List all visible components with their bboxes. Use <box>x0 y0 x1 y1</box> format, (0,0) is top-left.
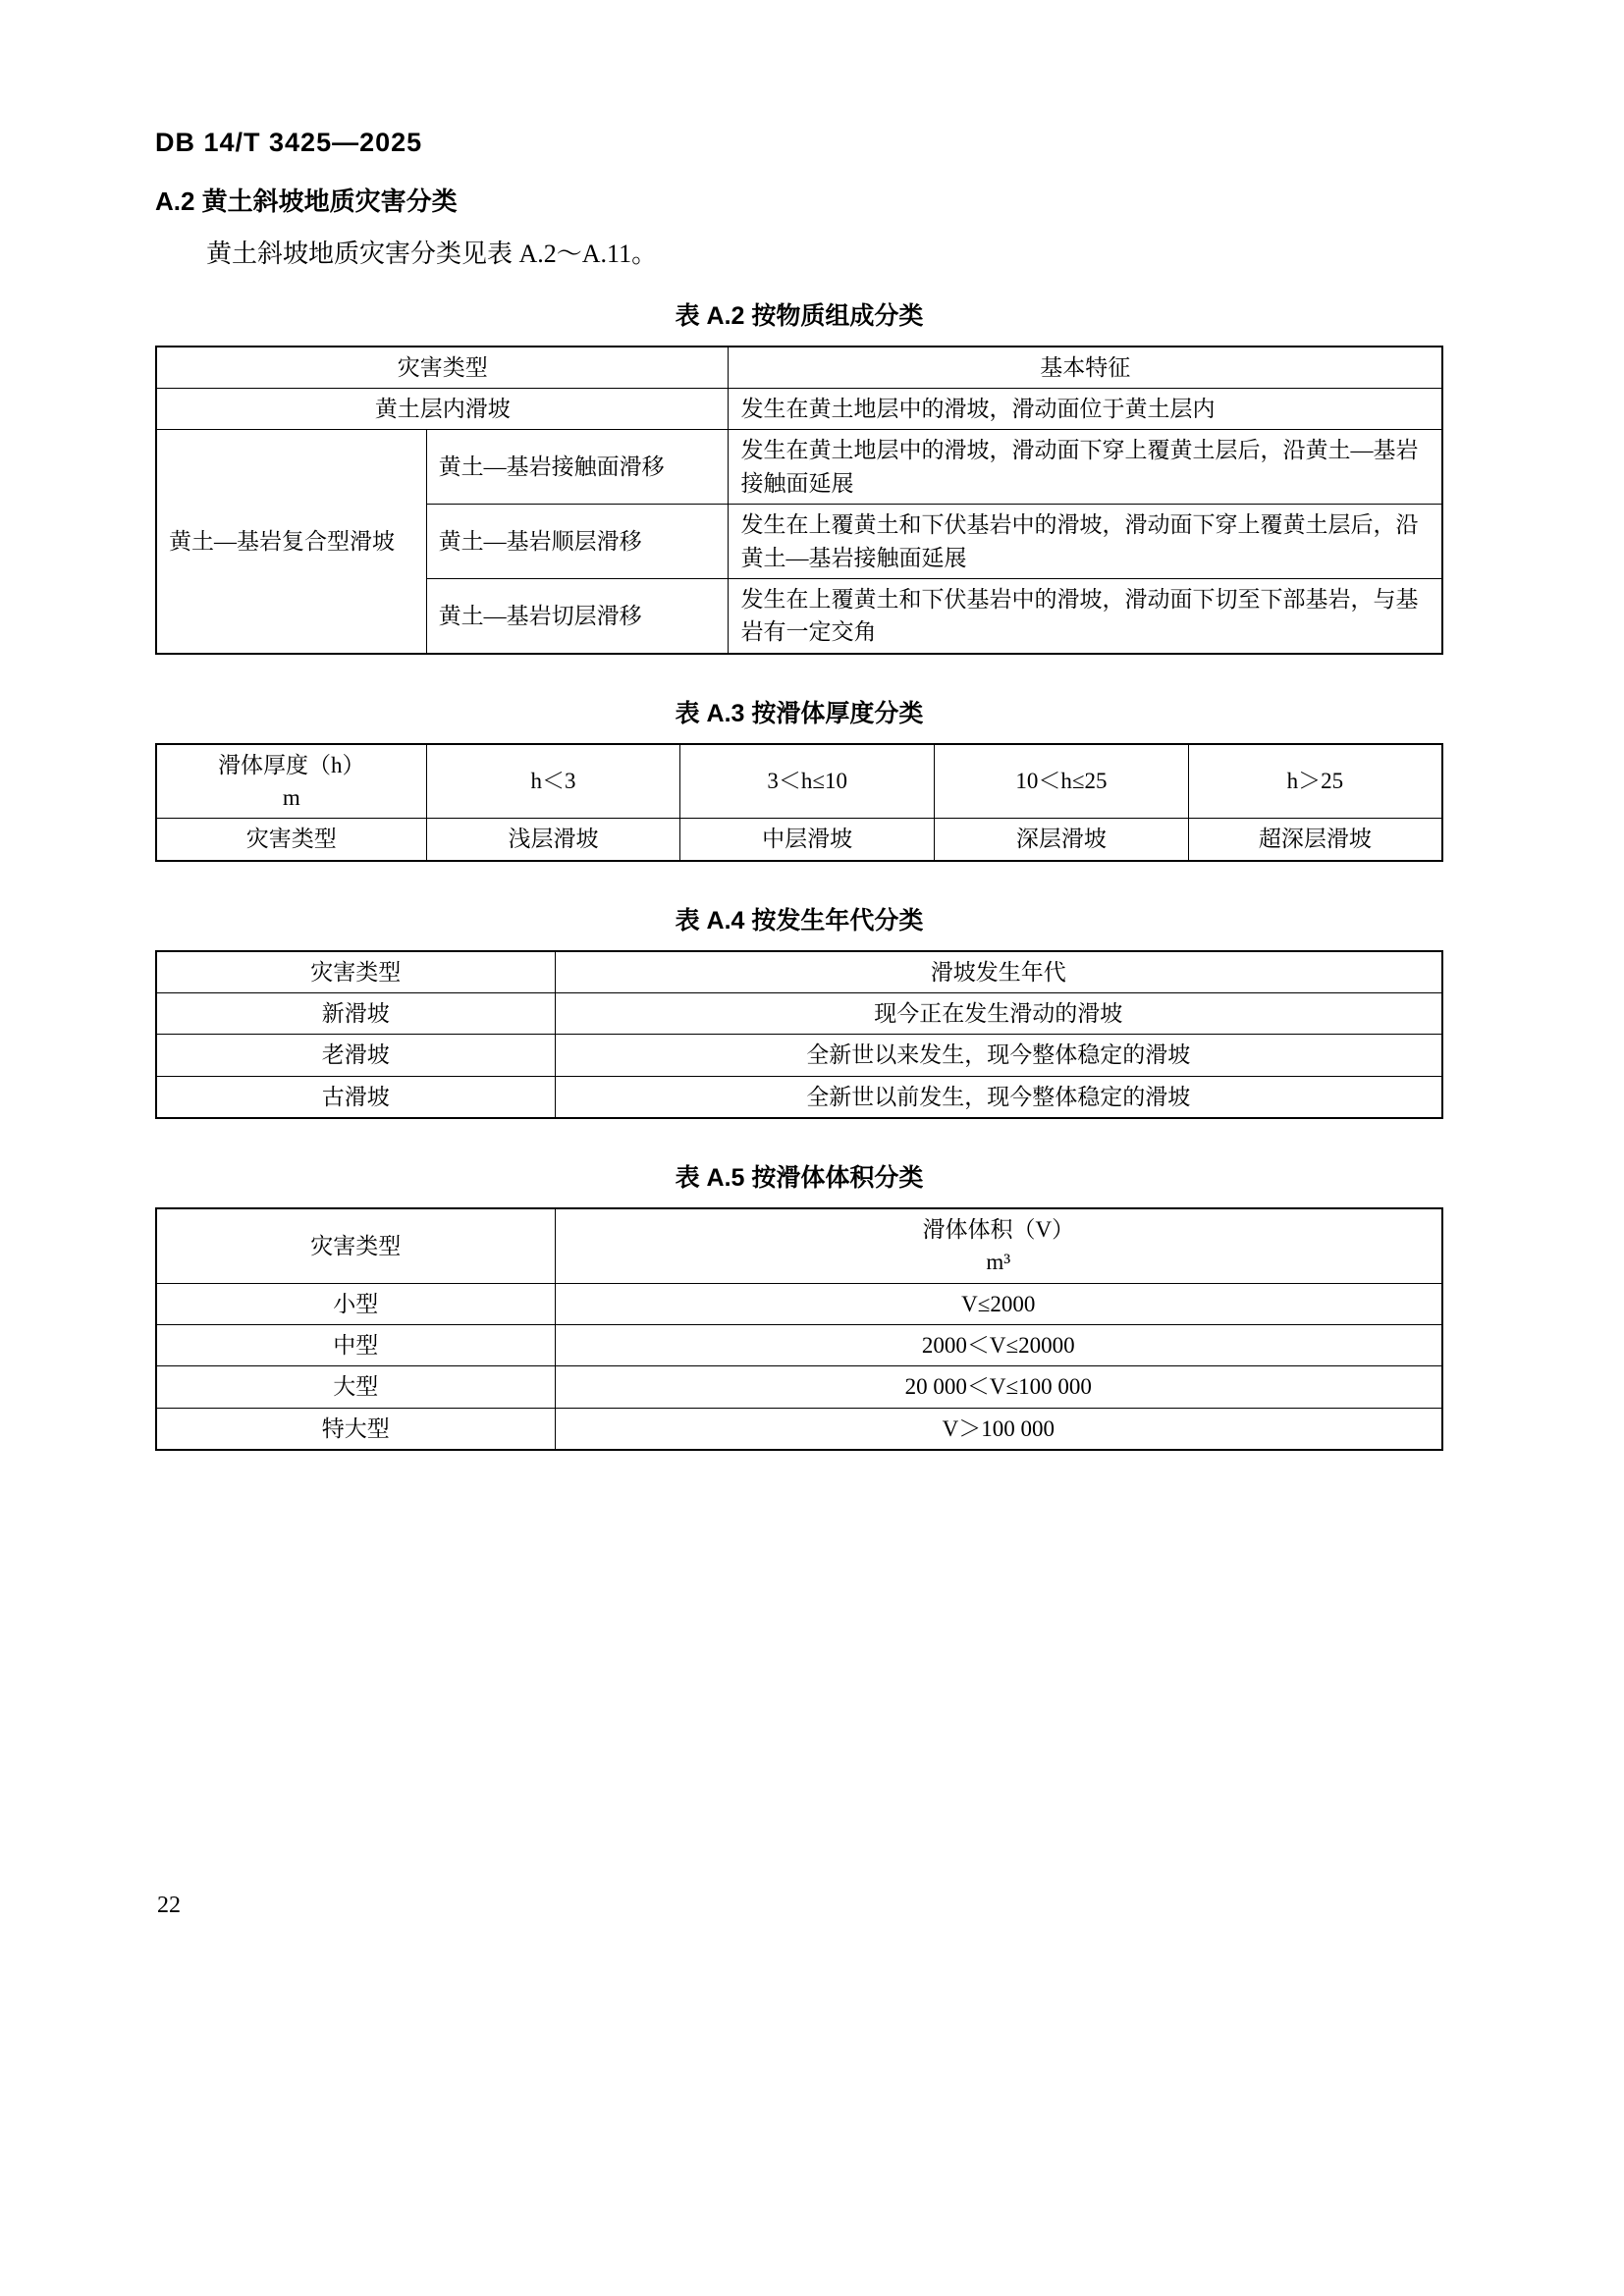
thickness-label-line1: 滑体厚度（h） <box>218 752 365 777</box>
cell-disaster-type: 浅层滑坡 <box>426 819 680 861</box>
cell-volume-range: 2000＜V≤20000 <box>555 1324 1442 1365</box>
table-a4-caption: 表 A.4 按发生年代分类 <box>675 906 924 934</box>
cell-disaster-type: 中层滑坡 <box>680 819 935 861</box>
page-content <box>155 128 1443 1451</box>
table-row <box>156 1208 1442 1283</box>
table-a2-caption: 表 A.2 按物质组成分类 <box>675 301 924 330</box>
cell-volume-range: 20 000＜V≤100 000 <box>555 1366 1442 1408</box>
table-row <box>156 1408 1442 1450</box>
table-row <box>156 819 1442 861</box>
cell-feature: 发生在上覆黄土和下伏基岩中的滑坡，滑动面下穿上覆黄土层后，沿黄土—基岩接触面延展 <box>729 505 1442 579</box>
table-row <box>156 1324 1442 1365</box>
table-row <box>156 430 1442 505</box>
table-row <box>156 951 1442 993</box>
cell-era: 全新世以来发生，现今整体稳定的滑坡 <box>555 1035 1442 1076</box>
table-row <box>156 1366 1442 1408</box>
table-row <box>156 992 1442 1034</box>
table-a4-header-era: 滑坡发生年代 <box>555 951 1442 993</box>
cell-disaster-type: 新滑坡 <box>156 992 555 1034</box>
cell-feature: 发生在上覆黄土和下伏基岩中的滑坡，滑动面下切至下部基岩，与基岩有一定交角 <box>729 578 1442 653</box>
table-a5-header-volume <box>555 1208 1442 1283</box>
thickness-unit: m <box>282 784 300 810</box>
cell-disaster-type: 黄土层内滑坡 <box>156 389 729 430</box>
cell-disaster-type: 老滑坡 <box>156 1035 555 1076</box>
cell-type-label: 灾害类型 <box>156 819 426 861</box>
cell-disaster-subtype: 黄土—基岩接触面滑移 <box>426 430 729 505</box>
cell-feature: 发生在黄土地层中的滑坡，滑动面下穿上覆黄土层后，沿黄土—基岩接触面延展 <box>729 430 1442 505</box>
table-a4-header-type: 灾害类型 <box>156 951 555 993</box>
cell-disaster-subtype: 黄土—基岩顺层滑移 <box>426 505 729 579</box>
table-a2 <box>155 346 1443 655</box>
table-row <box>156 1035 1442 1076</box>
cell-disaster-type: 古滑坡 <box>156 1076 555 1118</box>
cell-disaster-type: 超深层滑坡 <box>1188 819 1442 861</box>
cell-thickness-range: 10＜h≤25 <box>935 744 1189 819</box>
cell-volume-range: V≤2000 <box>555 1283 1442 1324</box>
section-heading: A.2 黄土斜坡地质灾害分类 <box>155 187 458 216</box>
cell-disaster-type: 中型 <box>156 1324 555 1365</box>
table-row <box>156 347 1442 389</box>
cell-era: 现今正在发生滑动的滑坡 <box>555 992 1442 1034</box>
page-number: 22 <box>157 1893 181 1918</box>
doc-code: DB 14/T 3425—2025 <box>155 128 423 157</box>
table-a3 <box>155 743 1443 862</box>
volume-unit: m³ <box>986 1250 1011 1275</box>
table-a2-header-type: 灾害类型 <box>156 347 729 389</box>
table-row <box>156 389 1442 430</box>
cell-thickness-label <box>156 744 426 819</box>
table-a5-caption: 表 A.5 按滑体体积分类 <box>675 1163 924 1192</box>
cell-disaster-subtype: 黄土—基岩切层滑移 <box>426 578 729 653</box>
cell-thickness-range: h＞25 <box>1188 744 1442 819</box>
cell-disaster-type: 小型 <box>156 1283 555 1324</box>
cell-volume-range: V＞100 000 <box>555 1408 1442 1450</box>
table-a5 <box>155 1207 1443 1451</box>
cell-feature: 发生在黄土地层中的滑坡，滑动面位于黄土层内 <box>729 389 1442 430</box>
cell-disaster-type: 深层滑坡 <box>935 819 1189 861</box>
cell-thickness-range: 3＜h≤10 <box>680 744 935 819</box>
table-row <box>156 1283 1442 1324</box>
table-a5-header-type: 灾害类型 <box>156 1208 555 1283</box>
table-a2-header-feature: 基本特征 <box>729 347 1442 389</box>
volume-label-line1: 滑体体积（V） <box>922 1216 1075 1242</box>
table-a3-caption: 表 A.3 按滑体厚度分类 <box>675 699 924 727</box>
cell-group-label: 黄土—基岩复合型滑坡 <box>156 430 426 654</box>
table-row <box>156 744 1442 819</box>
cell-thickness-range: h＜3 <box>426 744 680 819</box>
table-row <box>156 1076 1442 1118</box>
table-a4 <box>155 950 1443 1119</box>
cell-era: 全新世以前发生，现今整体稳定的滑坡 <box>555 1076 1442 1118</box>
cell-disaster-type: 特大型 <box>156 1408 555 1450</box>
cell-disaster-type: 大型 <box>156 1366 555 1408</box>
intro-paragraph: 黄土斜坡地质灾害分类见表 A.2～A.11。 <box>206 240 658 268</box>
